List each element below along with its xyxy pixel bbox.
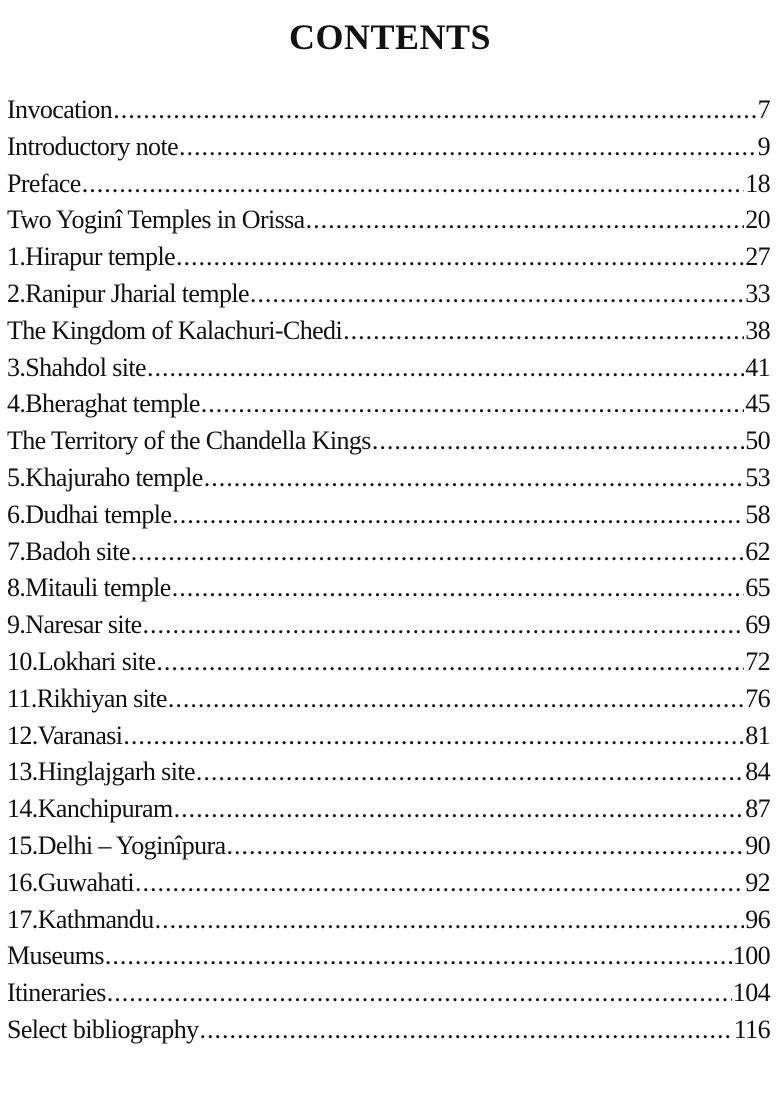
toc-entry bbox=[7, 205, 770, 242]
toc-entry-page: 116 bbox=[733, 1014, 770, 1044]
toc-entry-title: 13.Hinglajgarh site bbox=[7, 757, 195, 787]
dot-leader bbox=[227, 831, 745, 861]
dot-leader bbox=[196, 757, 744, 787]
toc-entry-page: 20 bbox=[745, 205, 770, 235]
dot-leader bbox=[105, 941, 732, 971]
dot-leader bbox=[176, 242, 744, 272]
dot-leader bbox=[82, 169, 744, 199]
dot-leader bbox=[204, 463, 744, 493]
toc-entry-page: 18 bbox=[745, 168, 770, 198]
toc-entry-title: 14.Kanchipuram bbox=[7, 794, 173, 824]
toc-entry-page: 7 bbox=[757, 95, 770, 124]
toc-entry-page: 50 bbox=[745, 426, 770, 456]
toc-entry bbox=[7, 647, 770, 684]
dot-leader bbox=[131, 537, 744, 567]
toc-entry-title: 1.Hirapur temple bbox=[7, 242, 176, 272]
toc-entry-page: 9 bbox=[757, 131, 770, 161]
toc-entry-page: 45 bbox=[745, 389, 770, 419]
toc-entry-page: 58 bbox=[745, 499, 770, 529]
toc-entry-page: 81 bbox=[745, 720, 770, 750]
toc-entry-page: 62 bbox=[745, 536, 770, 566]
toc-entry-title: Museums bbox=[7, 941, 104, 971]
toc-entry bbox=[7, 389, 770, 426]
dot-leader bbox=[147, 353, 744, 383]
dot-leader bbox=[123, 721, 744, 751]
toc-entry bbox=[7, 794, 770, 831]
dot-leader bbox=[156, 647, 744, 677]
toc-entry-page: 41 bbox=[745, 352, 770, 382]
toc-entry bbox=[7, 610, 770, 647]
toc-entry-title: 2.Ranipur Jharial temple bbox=[7, 278, 249, 308]
toc-entry-page: 92 bbox=[745, 867, 770, 897]
toc-entry-title: 10.Lokhari site bbox=[7, 646, 156, 676]
toc-entry bbox=[7, 169, 770, 206]
dot-leader bbox=[172, 500, 744, 530]
dot-leader bbox=[372, 426, 744, 456]
toc-entry bbox=[7, 905, 770, 942]
toc-entry-title: Itineraries bbox=[7, 978, 106, 1008]
dot-leader bbox=[168, 684, 744, 714]
toc-entry-title: Select bibliography bbox=[7, 1014, 199, 1044]
toc-entry-title: 9.Naresar site bbox=[7, 610, 142, 640]
toc-entry bbox=[7, 316, 770, 353]
dot-leader bbox=[172, 573, 744, 603]
toc-entry-page: 76 bbox=[745, 683, 770, 713]
dot-leader bbox=[107, 978, 732, 1008]
toc-entry-page: 84 bbox=[745, 757, 770, 787]
toc-entry-title: Introductory note bbox=[7, 131, 179, 161]
dot-leader bbox=[250, 279, 744, 309]
toc-entry bbox=[7, 757, 770, 794]
toc-entry-title: 11.Rikhiyan site bbox=[7, 683, 167, 713]
page-title: CONTENTS bbox=[288, 17, 492, 57]
toc-entry bbox=[7, 132, 770, 169]
dot-leader bbox=[155, 905, 745, 935]
toc-entry-page: 27 bbox=[745, 242, 770, 272]
toc-entry bbox=[7, 831, 770, 868]
toc-entry bbox=[7, 1015, 770, 1052]
toc-entry bbox=[7, 721, 770, 758]
toc-entry-title: 17.Kathmandu bbox=[7, 904, 154, 934]
toc-entry-title: 7.Badoh site bbox=[7, 536, 130, 566]
dot-leader bbox=[179, 132, 757, 162]
toc-entry bbox=[7, 537, 770, 574]
toc-entry-page: 65 bbox=[745, 573, 770, 603]
dot-leader bbox=[113, 95, 756, 125]
toc-entry-page: 87 bbox=[745, 794, 770, 824]
toc-entry-page: 38 bbox=[745, 315, 770, 345]
dot-leader bbox=[306, 205, 745, 235]
dot-leader bbox=[143, 610, 745, 640]
toc-entry-title: 5.Khajuraho temple bbox=[7, 462, 203, 492]
toc-entry bbox=[7, 978, 770, 1015]
toc-entry bbox=[7, 95, 770, 132]
toc-entry-title: The Territory of the Chandella Kings bbox=[7, 426, 371, 456]
dot-leader bbox=[200, 1015, 733, 1045]
dot-leader bbox=[174, 794, 745, 824]
toc-entry bbox=[7, 242, 770, 279]
toc-entry-page: 100 bbox=[732, 941, 770, 971]
toc-entry-page: 96 bbox=[745, 904, 770, 934]
toc-entry bbox=[7, 353, 770, 390]
toc-entry bbox=[7, 279, 770, 316]
toc-entry-title: 15.Delhi – Yoginîpura bbox=[7, 830, 226, 860]
table-of-contents bbox=[7, 95, 770, 1052]
toc-entry-page: 69 bbox=[745, 610, 770, 640]
toc-entry bbox=[7, 941, 770, 978]
toc-entry-title: The Kingdom of Kalachuri-Chedi bbox=[7, 315, 343, 345]
toc-entry-title: 16.Guwahati bbox=[7, 867, 134, 897]
toc-entry bbox=[7, 463, 770, 500]
toc-entry-page: 33 bbox=[745, 278, 770, 308]
dot-leader bbox=[135, 868, 744, 898]
dot-leader bbox=[343, 316, 744, 346]
toc-entry bbox=[7, 500, 770, 537]
toc-entry bbox=[7, 868, 770, 905]
toc-entry-title: 8.Mitauli temple bbox=[7, 573, 171, 603]
toc-entry-title: Two Yoginî Temples in Orissa bbox=[7, 205, 305, 235]
toc-entry-title: 12.Varanasi bbox=[7, 720, 123, 750]
toc-entry bbox=[7, 426, 770, 463]
toc-entry-title: Invocation bbox=[7, 95, 113, 124]
toc-entry-title: 4.Bheraghat temple bbox=[7, 389, 200, 419]
toc-entry-page: 53 bbox=[745, 462, 770, 492]
toc-entry-title: Preface bbox=[7, 168, 81, 198]
toc-entry-title: 6.Dudhai temple bbox=[7, 499, 172, 529]
toc-entry-page: 72 bbox=[745, 646, 770, 676]
toc-entry-page: 104 bbox=[732, 978, 770, 1008]
toc-entry-title: 3.Shahdol site bbox=[7, 352, 146, 382]
toc-entry bbox=[7, 684, 770, 721]
dot-leader bbox=[201, 389, 744, 419]
toc-entry bbox=[7, 573, 770, 610]
toc-entry-page: 90 bbox=[745, 830, 770, 860]
